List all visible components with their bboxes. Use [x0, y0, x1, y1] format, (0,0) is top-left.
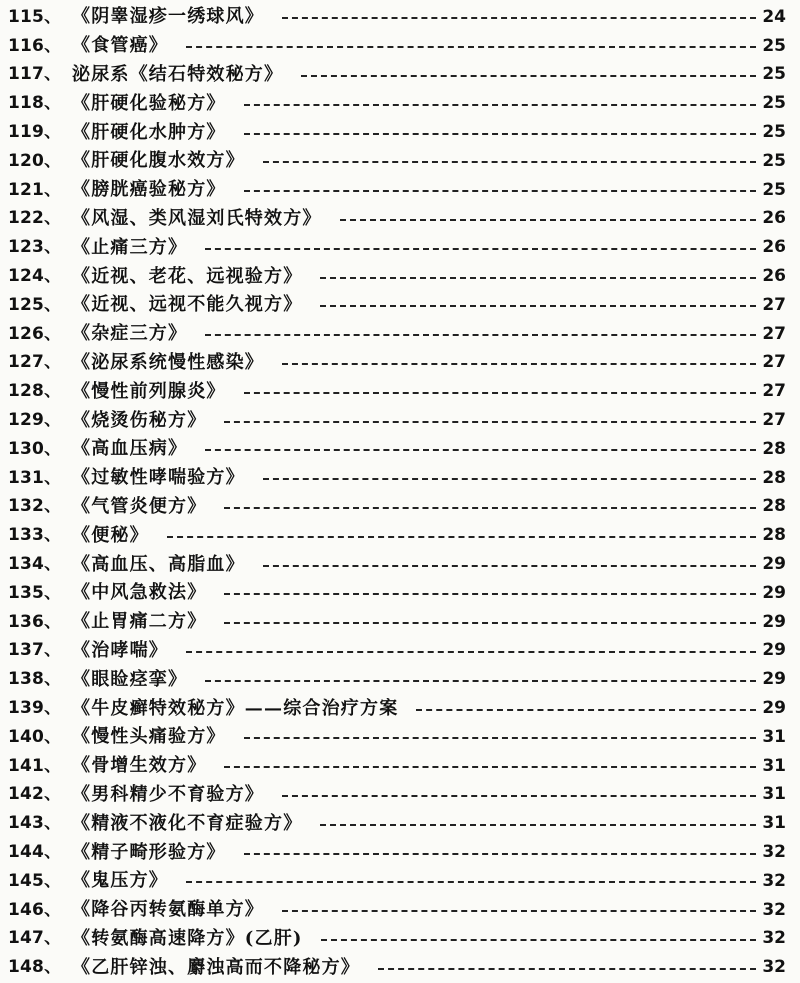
entry-number: 115、 [8, 6, 62, 27]
entry-title: 《杂症三方》 [72, 323, 188, 345]
entry-number: 143、 [8, 813, 62, 834]
entry-number: 141、 [8, 755, 62, 776]
toc-entry[interactable] [8, 89, 786, 118]
toc-entry[interactable] [8, 608, 786, 637]
entry-number: 142、 [8, 784, 62, 805]
entry-number: 121、 [8, 179, 62, 200]
page-number: 29 [762, 611, 786, 632]
toc-entry[interactable] [8, 925, 786, 954]
toc-entry[interactable] [8, 550, 786, 579]
entry-number: 123、 [8, 237, 62, 258]
entry-title: 《慢性头痛验方》 [72, 726, 226, 748]
dot-leader [320, 824, 756, 826]
entry-number: 133、 [8, 525, 62, 546]
dot-leader [244, 737, 757, 739]
page-number: 32 [762, 928, 786, 949]
entry-title: 《便秘》 [72, 524, 149, 546]
entry-title: 《泌尿系统慢性感染》 [72, 351, 264, 373]
dot-leader [167, 536, 757, 538]
page-number: 29 [762, 640, 786, 661]
dot-leader [282, 17, 756, 19]
table-of-contents [8, 3, 786, 982]
entry-number: 127、 [8, 352, 62, 373]
entry-number: 126、 [8, 323, 62, 344]
toc-entry[interactable] [8, 291, 786, 320]
entry-title: 《阴睾湿疹一绣球风》 [72, 6, 264, 28]
toc-entry[interactable] [8, 752, 786, 781]
page-number: 27 [762, 381, 786, 402]
entry-number: 120、 [8, 150, 62, 171]
entry-title: 《降谷丙转氨酶单方》 [72, 899, 264, 921]
entry-title: 泌尿系《结石特效秘方》 [72, 63, 284, 85]
dot-leader [416, 709, 756, 711]
entry-title: 《治哮喘》 [72, 639, 168, 661]
page-number: 27 [762, 352, 786, 373]
dot-leader [224, 766, 756, 768]
page-number: 25 [762, 179, 786, 200]
page-number: 28 [762, 525, 786, 546]
page-number: 26 [762, 237, 786, 258]
entry-title: 《高血压病》 [72, 438, 188, 460]
entry-number: 140、 [8, 726, 62, 747]
entry-title: 《肝硬化验秘方》 [72, 92, 226, 114]
entry-title: 《气管炎便方》 [72, 495, 207, 517]
toc-entry[interactable] [8, 349, 786, 378]
dot-leader [301, 75, 756, 77]
dot-leader [186, 46, 756, 48]
dot-leader [186, 881, 756, 883]
toc-entry[interactable] [8, 521, 786, 550]
toc-entry[interactable] [8, 838, 786, 867]
page-number: 25 [762, 93, 786, 114]
dot-leader [263, 161, 757, 163]
entry-number: 144、 [8, 842, 62, 862]
entry-title: 《食管癌》 [72, 35, 168, 57]
dot-leader [224, 421, 756, 423]
toc-entry[interactable] [8, 61, 786, 90]
page-number: 26 [762, 266, 786, 287]
entry-number: 135、 [8, 582, 62, 603]
entry-title: 《男科精少不育验方》 [72, 783, 264, 805]
entry-number: 125、 [8, 294, 62, 315]
toc-entry[interactable] [8, 809, 786, 838]
page-number: 29 [762, 554, 786, 575]
page-number: 28 [762, 467, 786, 488]
toc-entry[interactable] [8, 867, 786, 896]
entry-number: 148、 [8, 957, 62, 978]
toc-entry[interactable] [8, 953, 786, 982]
toc-entry[interactable] [8, 32, 786, 61]
page-number: 26 [762, 208, 786, 229]
entry-number: 119、 [8, 122, 62, 143]
dot-leader [205, 248, 756, 250]
entry-title: 《肝硬化水肿方》 [72, 121, 226, 143]
entry-number: 136、 [8, 611, 62, 632]
page-number: 31 [762, 813, 786, 834]
page-number: 25 [762, 35, 786, 56]
dot-leader [224, 507, 756, 509]
dot-leader [244, 853, 757, 855]
entry-number: 122、 [8, 208, 62, 229]
entry-title: 《中风急救法》 [72, 582, 207, 604]
toc-entry[interactable] [8, 233, 786, 262]
toc-entry[interactable] [8, 262, 786, 291]
dot-leader [205, 449, 756, 451]
dot-leader [205, 680, 756, 682]
entry-title: 《精液不液化不育症验方》 [72, 812, 303, 834]
page-number: 31 [762, 755, 786, 776]
dot-leader [320, 277, 756, 279]
dot-leader [282, 363, 756, 365]
toc-entry[interactable] [8, 464, 786, 493]
dot-leader [263, 478, 757, 480]
dot-leader [340, 219, 757, 221]
entry-title: 《眼睑痉挛》 [72, 668, 188, 690]
entry-title: 《近视、老花、远视验方》 [72, 265, 303, 287]
dot-leader [378, 968, 756, 970]
page-number: 24 [762, 6, 786, 27]
entry-title: 《止胃痛二方》 [72, 611, 207, 633]
page-number: 32 [762, 957, 786, 978]
page-number: 29 [762, 698, 786, 719]
entry-number: 134、 [8, 554, 62, 575]
entry-title: 《转氨酶高速降方》(乙肝) [72, 927, 303, 949]
entry-title: 《牛皮癣特效秘方》——综合治疗方案 [72, 697, 399, 719]
entry-title: 《烧烫伤秘方》 [72, 409, 207, 431]
entry-number: 118、 [8, 93, 62, 114]
entry-number: 139、 [8, 698, 62, 719]
page-number: 32 [762, 899, 786, 920]
page-number: 32 [762, 870, 786, 891]
toc-entry[interactable] [8, 118, 786, 147]
dot-leader [244, 133, 757, 135]
entry-number: 145、 [8, 870, 62, 891]
dot-leader [244, 104, 757, 106]
entry-number: 130、 [8, 438, 62, 459]
dot-leader [244, 392, 757, 394]
toc-entry[interactable] [8, 377, 786, 406]
toc-entry[interactable] [8, 320, 786, 349]
toc-entry[interactable] [8, 493, 786, 522]
dot-leader [320, 305, 756, 307]
page-number: 28 [762, 496, 786, 517]
entry-title: 《鬼压方》 [72, 870, 168, 892]
entry-number: 137、 [8, 640, 62, 661]
page-number: 32 [762, 842, 786, 862]
entry-title: 《膀胱癌验秘方》 [72, 179, 226, 201]
dot-leader [224, 593, 756, 595]
toc-entry[interactable] [8, 896, 786, 925]
toc-entry[interactable] [8, 406, 786, 435]
dot-leader [224, 622, 756, 624]
dot-leader [282, 795, 756, 797]
dot-leader [244, 190, 757, 192]
page-number: 25 [762, 150, 786, 171]
entry-title: 《肝硬化腹水效方》 [72, 150, 245, 172]
toc-entry[interactable] [8, 723, 786, 752]
page-number: 29 [762, 582, 786, 603]
toc-entry[interactable] [8, 665, 786, 694]
page-number: 27 [762, 410, 786, 431]
dot-leader [205, 334, 756, 336]
toc-entry[interactable] [8, 205, 786, 234]
entry-number: 116、 [8, 35, 62, 56]
page-number: 27 [762, 294, 786, 315]
dot-leader [263, 565, 757, 567]
toc-entry[interactable] [8, 579, 786, 608]
toc-entry[interactable] [8, 781, 786, 810]
toc-entry[interactable] [8, 3, 786, 32]
entry-number: 131、 [8, 467, 62, 488]
page-number: 31 [762, 784, 786, 805]
toc-entry[interactable] [8, 694, 786, 723]
page-number: 29 [762, 669, 786, 690]
entry-title: 《高血压、高脂血》 [72, 553, 245, 575]
dot-leader [282, 910, 756, 912]
entry-number: 138、 [8, 669, 62, 690]
entry-title: 《近视、远视不能久视方》 [72, 294, 303, 316]
page-number: 25 [762, 122, 786, 143]
page-number: 28 [762, 438, 786, 459]
page-number: 25 [762, 64, 786, 85]
entry-number: 132、 [8, 496, 62, 517]
entry-number: 147、 [8, 928, 62, 949]
entry-title: 《精子畸形验方》 [72, 841, 226, 863]
entry-title: 《慢性前列腺炎》 [72, 380, 226, 402]
entry-title: 《乙肝锌浊、麝浊高而不降秘方》 [72, 956, 360, 978]
entry-title: 《骨增生效方》 [72, 755, 207, 777]
entry-number: 129、 [8, 410, 62, 431]
entry-title: 《过敏性哮喘验方》 [72, 467, 245, 489]
toc-entry[interactable] [8, 637, 786, 666]
entry-title: 《风湿、类风湿刘氏特效方》 [72, 207, 322, 229]
entry-number: 124、 [8, 266, 62, 287]
page-number: 27 [762, 323, 786, 344]
entry-number: 117、 [8, 64, 62, 85]
entry-number: 146、 [8, 899, 62, 920]
dot-leader [186, 651, 756, 653]
toc-entry[interactable] [8, 147, 786, 176]
entry-number: 128、 [8, 381, 62, 402]
toc-entry[interactable] [8, 176, 786, 205]
toc-entry[interactable] [8, 435, 786, 464]
entry-title: 《止痛三方》 [72, 236, 188, 258]
page-number: 31 [762, 726, 786, 747]
dot-leader [321, 939, 757, 941]
